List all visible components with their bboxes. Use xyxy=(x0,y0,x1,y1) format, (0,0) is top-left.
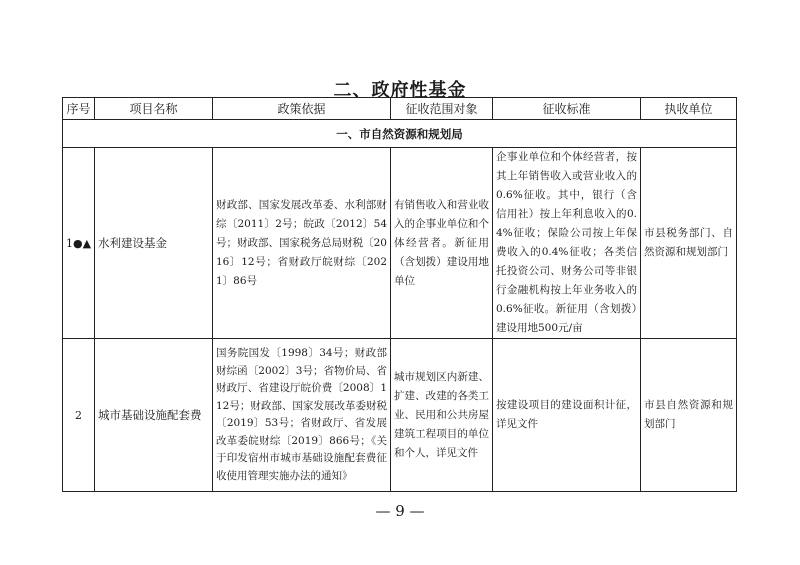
table-row xyxy=(63,148,737,339)
header-row xyxy=(63,98,737,120)
header-cell-no: 序号 xyxy=(63,98,95,120)
header-cell-unit: 执收单位 xyxy=(641,98,737,120)
header-cell-scope: 征收范围对象 xyxy=(391,98,493,120)
row-name: 城市基础设施配套费 xyxy=(95,339,213,492)
page-title: 二、政府性基金 xyxy=(333,80,467,101)
row-policy: 国务院国发〔1998〕34号；财政部财综函〔2002〕3号；省物价局、省财政厅、省建设厅皖价费〔2008〕112号；财政部、国家发展改革委财税〔2019〕53号；省财政厅、省发展改革委皖财综〔2019〕866号；《关于印发宿州市城市基础设施配套费征收使用管理实施办法的通知》 xyxy=(213,339,391,492)
row-standard: 按建设项目的建设面积计征，详见文件 xyxy=(493,339,641,492)
header-cell-name: 项目名称 xyxy=(95,98,213,120)
section-row xyxy=(63,120,737,148)
row-name: 水利建设基金 xyxy=(95,148,213,339)
row-scope: 有销售收入和营业收入的企事业单位和个体经营者。新征用（含划拨）建设用地单位 xyxy=(391,148,493,339)
row-no: 1●▲ xyxy=(63,148,95,339)
header-cell-policy: 政策依据 xyxy=(213,98,391,120)
row-no: 2 xyxy=(63,339,95,492)
table-row xyxy=(63,339,737,492)
section-title: 一、市自然资源和规划局 xyxy=(63,120,737,148)
row-unit: 市县税务部门、自然资源和规划部门 xyxy=(641,148,737,339)
government-fund-table xyxy=(62,97,737,492)
row-policy: 财政部、国家发展改革委、水利部财综〔2011〕2号；皖政〔2012〕54号；财政部、国家税务总局财税〔2016〕12号；省财政厅皖财综〔2021〕86号 xyxy=(213,148,391,339)
page-number: — 9 — xyxy=(375,502,425,520)
header-cell-standard: 征收标准 xyxy=(493,98,641,120)
row-standard: 企事业单位和个体经营者，按其上年销售收入或营业收入的0.6%征收。其中，银行（含信用社）按上年利息收入的0.4%征收；保险公司按上年保费收入的0.4%征收；各类信托投资公司、财务公司等非银行金融机构按上年业务收入的0.6%征收。新征用（含划拨）建设用地500元/亩 xyxy=(493,148,641,339)
row-unit: 市县自然资源和规划部门 xyxy=(641,339,737,492)
row-scope: 城市规划区内新建、扩建、改建的各类工业、民用和公共房屋建筑工程项目的单位和个人，详见文件 xyxy=(391,339,493,492)
